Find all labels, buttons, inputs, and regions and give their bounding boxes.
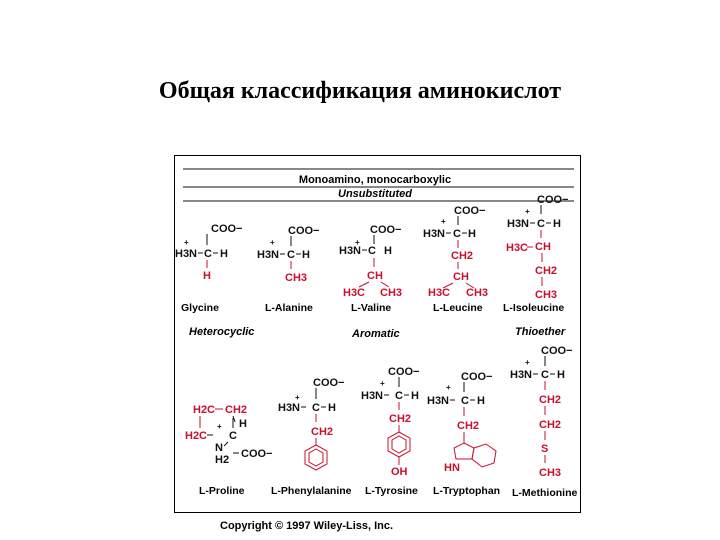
hydrogen-label: H	[302, 249, 310, 261]
amino-label: H3N	[507, 218, 530, 230]
hydrogen-label: H	[468, 228, 476, 240]
charge-label: +	[270, 238, 275, 247]
side-chain-atom: H2C	[185, 430, 208, 442]
alpha-carbon-label: C	[287, 249, 295, 261]
category-aromatic: Aromatic	[352, 328, 400, 340]
side-chain-atom: CH3	[380, 287, 403, 299]
side-chain-atom: CH	[453, 271, 469, 283]
amino-acid-name-alanine: L-Alanine	[265, 302, 313, 314]
amino-acid-name-phenylalanine: L-Phenylalanine	[271, 485, 352, 497]
alpha-carbon-label: C	[368, 245, 376, 257]
hydrogen-label: H	[553, 218, 561, 230]
hydrogen-label: H	[477, 395, 485, 407]
side-chain-atom: CH3	[285, 272, 308, 284]
carboxylate-label: COO−	[211, 223, 243, 235]
side-chain-atom: CH2	[311, 426, 334, 438]
tryptophan-structure	[427, 371, 500, 497]
figure-canvas	[175, 156, 582, 514]
side-chain-atom: N	[215, 442, 223, 454]
side-chain-atom: H3C	[343, 287, 366, 299]
charge-label: +	[355, 238, 360, 247]
amino-acid-name-proline: L-Proline	[199, 485, 245, 497]
header-monoamino: Monoamino, monocarboxylic	[298, 174, 452, 186]
side-chain-atom: CH2	[539, 394, 562, 406]
side-chain-atom: CH2	[535, 265, 558, 277]
hydrogen-label: H	[239, 418, 247, 430]
amino-acid-name-leucine: L-Leucine	[433, 302, 483, 314]
side-chain-atom: CH2	[389, 413, 412, 425]
indole-benzene-ring	[472, 444, 496, 467]
carboxylate-label: COO−	[313, 377, 345, 389]
carboxylate-label: COO−	[241, 448, 273, 460]
side-chain-atom: CH3	[535, 289, 558, 301]
benzene-ring-inner	[309, 449, 323, 466]
hydrogen-label: H	[384, 245, 392, 257]
carboxylate-label: COO−	[288, 225, 320, 237]
amino-acid-name-tryptophan: L-Tryptophan	[433, 485, 501, 497]
carboxylate-label: COO−	[388, 366, 420, 378]
charge-label: +	[217, 422, 222, 431]
carboxylate-label: COO−	[541, 345, 573, 357]
amino-acid-name-isoleucine: L-Isoleucine	[503, 302, 565, 314]
amino-acid-name-glycine: Glycine	[181, 302, 219, 314]
charge-label: +	[184, 238, 189, 247]
amino-label: H3N	[278, 402, 301, 414]
category-heterocyclic: Heterocyclic	[189, 326, 255, 338]
proline-structure	[185, 404, 272, 497]
carboxylate-label: COO−	[370, 224, 402, 236]
category-thioether: Thioether	[515, 326, 566, 338]
side-chain-atom: H3C	[428, 287, 451, 299]
side-chain-atom: CH2	[457, 420, 480, 432]
alpha-carbon-label: C	[541, 369, 549, 381]
side-chain-atom: H	[203, 270, 211, 282]
carboxylate-label: COO−	[461, 371, 493, 383]
amino-label: H3N	[339, 245, 362, 257]
carboxylate-label: COO−	[537, 194, 569, 206]
side-chain-atom: H2C	[193, 404, 216, 416]
charge-label: +	[295, 393, 300, 402]
phenylalanine-structure	[271, 377, 352, 497]
amino-label: H3N	[510, 369, 533, 381]
side-chain-atom: CH	[367, 270, 383, 282]
side-chain-atom: H3C	[506, 242, 529, 254]
pyrrole-ring	[454, 443, 474, 459]
amino-label: H3N	[175, 248, 198, 260]
carboxylate-label: COO−	[454, 205, 486, 217]
amino-acid-name-methionine: L-Methionine	[512, 487, 578, 499]
glycine-structure	[175, 223, 242, 314]
slide-title: Общая классификация аминокислот	[158, 78, 562, 104]
amino-label: H3N	[257, 249, 280, 261]
hydrogen-label: H	[411, 390, 419, 402]
charge-label: +	[380, 379, 385, 388]
alpha-carbon-label: C	[204, 248, 212, 260]
side-chain-atom: CH2	[225, 404, 248, 416]
alpha-carbon-label: C	[229, 430, 237, 442]
alanine-structure	[257, 225, 319, 314]
charge-label: +	[525, 358, 530, 367]
valine-structure	[339, 224, 402, 314]
side-chain-atom: CH2	[539, 419, 562, 431]
side-chain-atom: CH	[535, 241, 551, 253]
alpha-carbon-label: C	[461, 395, 469, 407]
phenol-ring-inner	[392, 436, 406, 453]
amino-label: H3N	[361, 390, 384, 402]
copyright-notice: Copyright © 1997 Wiley-Liss, Inc.	[220, 520, 394, 532]
side-chain-atom: H2	[215, 454, 230, 466]
subheader-unsubstituted: Unsubstituted	[338, 188, 412, 200]
alpha-carbon-label: C	[395, 390, 403, 402]
amino-acid-classification-figure	[174, 155, 581, 513]
side-chain-atom: OH	[391, 466, 408, 478]
methionine-structure	[510, 345, 577, 499]
alpha-carbon-label: C	[453, 228, 461, 240]
amino-acid-name-tyrosine: L-Tyrosine	[365, 485, 418, 497]
isoleucine-structure	[503, 194, 568, 314]
charge-label: +	[446, 383, 451, 392]
hydrogen-label: H	[557, 369, 565, 381]
side-chain-atom: CH3	[466, 287, 489, 299]
amino-label: H3N	[427, 395, 450, 407]
side-chain-atom: S	[541, 443, 549, 455]
tyrosine-structure	[361, 366, 419, 497]
side-chain-atom: CH3	[539, 467, 562, 479]
leucine-structure	[423, 205, 488, 314]
alpha-carbon-label: C	[537, 218, 545, 230]
alpha-carbon-label: C	[312, 402, 320, 414]
hydrogen-label: H	[328, 402, 336, 414]
amino-label: H3N	[423, 228, 446, 240]
amino-acid-name-valine: L-Valine	[351, 302, 392, 314]
side-chain-atom: HN	[444, 462, 460, 474]
charge-label: +	[525, 207, 530, 216]
side-chain-atom: CH2	[451, 250, 474, 262]
charge-label: +	[441, 217, 446, 226]
hydrogen-label: H	[220, 248, 228, 260]
